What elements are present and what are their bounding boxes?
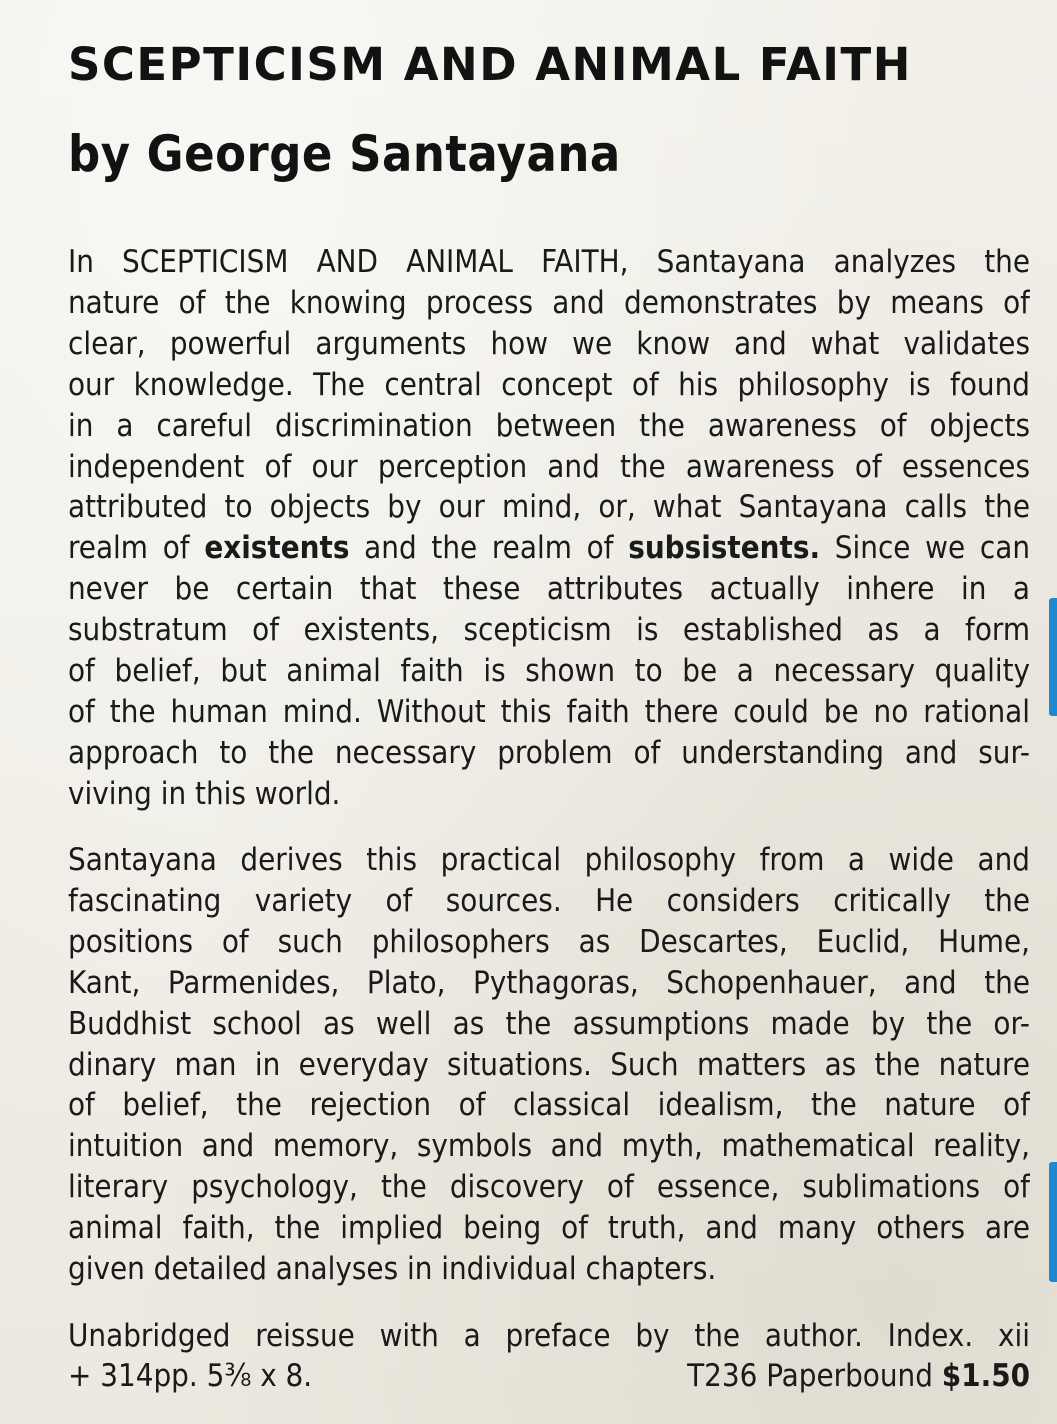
price: $1.50 — [941, 1358, 1030, 1394]
text-line: Santayana derives this practical philosophy from a wide and — [68, 842, 1030, 878]
text-line: never be certain that these attributes actually inhere in a — [68, 571, 1030, 608]
text-line: of belief, but animal faith is shown to be a necessary quality — [68, 653, 1030, 690]
edition-specs — [68, 1356, 1030, 1396]
description-paragraph-1 — [68, 242, 1030, 815]
book-author: by George Santayana — [68, 125, 621, 183]
description-paragraph-2 — [68, 840, 1030, 1290]
emphasis-existents: existents — [204, 530, 350, 567]
text-line: Buddhist school as well as the assumptions made by the or- — [68, 1005, 1030, 1042]
text-line: viving in this world. — [68, 775, 341, 812]
emphasis-subsistents: subsistents. — [628, 530, 821, 567]
text-line: Kant, Parmenides, Plato, Pythagoras, Schopenhauer, and the — [68, 964, 1030, 1001]
text-line: of the human mind. Without this faith there could be no rational — [68, 693, 1030, 730]
text-line: approach to the necessary problem of understanding and sur- — [68, 734, 1030, 771]
catalog-and-price — [687, 1356, 1030, 1396]
text-run: realm of — [68, 530, 205, 567]
text-line: dinary man in everyday situations. Such matters as the nature — [68, 1046, 1030, 1083]
book-title: SCEPTICISM AND ANIMAL FAITH — [68, 38, 912, 91]
publication-details — [68, 1316, 1030, 1396]
text-line: intuition and memory, symbols and myth, mathematical reality, — [68, 1128, 1030, 1165]
text-run: and the realm of — [349, 530, 629, 567]
catalog-number: T236 Paperbound — [687, 1358, 942, 1394]
text-line: fascinating variety of sources. He considers critically the — [68, 882, 1030, 919]
text-line: given detailed analyses in individual chapters. — [68, 1251, 717, 1288]
text-line: attributed to objects by our mind, or, what Santayana calls the — [68, 489, 1030, 526]
text-line: independent of our perception and the awareness of essences — [68, 448, 1030, 485]
text-line: in a careful discrimination between the awareness of objects — [68, 407, 1030, 444]
text-line: of belief, the rejection of classical idealism, the nature of — [68, 1087, 1030, 1124]
text-line: substratum of existents, scepticism is established as a form — [68, 612, 1030, 649]
edition-note: Unabridged reissue with a preface by the author. Index. xii — [68, 1318, 1030, 1354]
text-line: nature of the knowing process and demonstrates by means of — [68, 284, 1030, 321]
text-run: Since we can — [820, 530, 1030, 567]
text-line-with-emphasis — [68, 528, 1030, 569]
text-line: literary psychology, the discovery of essence, sublimations of — [68, 1169, 1030, 1206]
blue-edge-tab — [1049, 598, 1057, 716]
text-line: animal faith, the implied being of truth, and many others are — [68, 1210, 1030, 1247]
page-count-and-size: + 314pp. 5⅜ x 8. — [68, 1358, 313, 1394]
text-line: positions of such philosophers as Descartes, Euclid, Hume, — [68, 923, 1030, 960]
text-line: In SCEPTICISM AND ANIMAL FAITH, Santayana analyzes the — [68, 244, 1030, 280]
text-line: clear, powerful arguments how we know and what validates — [68, 325, 1030, 362]
text-line: our knowledge. The central concept of his philosophy is found — [68, 366, 1030, 403]
blue-edge-tab — [1049, 1162, 1057, 1282]
